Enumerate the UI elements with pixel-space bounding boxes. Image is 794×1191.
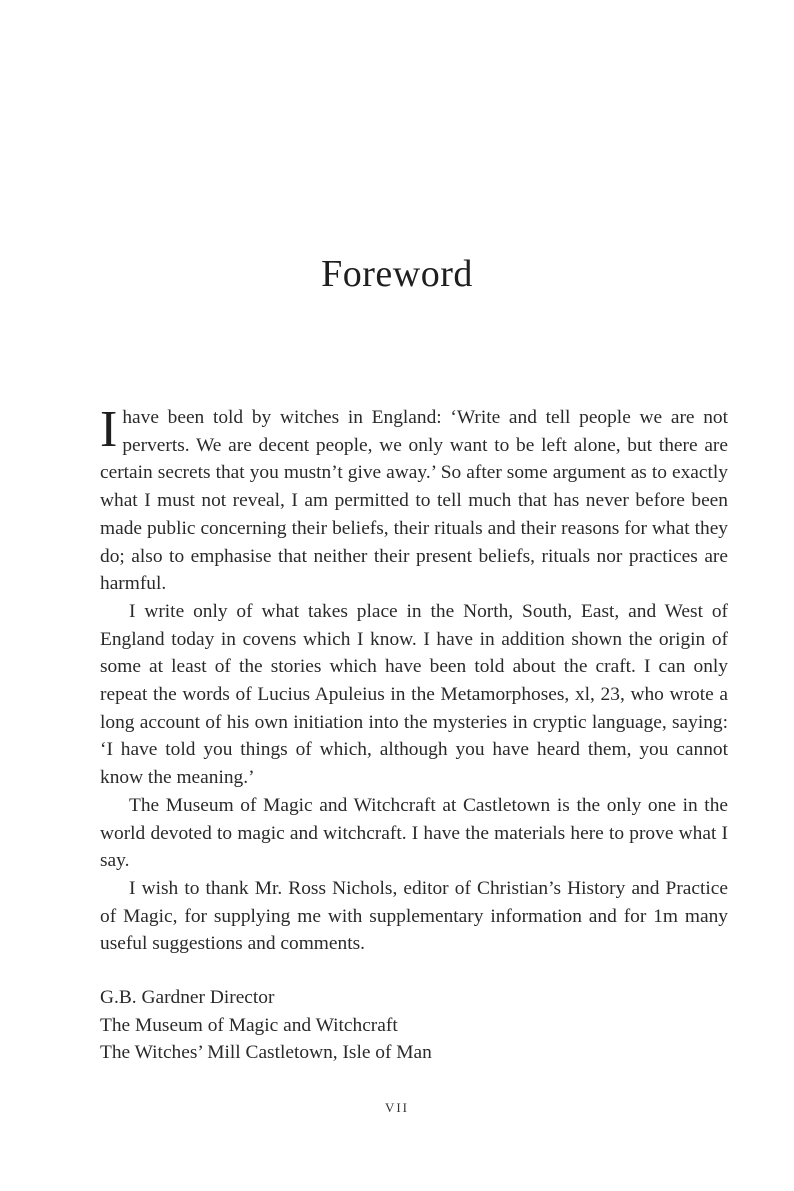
page-title: Foreword bbox=[321, 253, 473, 295]
foreword-body bbox=[100, 401, 728, 958]
signature-location: The Witches’ Mill Castletown, Isle of Man bbox=[100, 1042, 432, 1063]
paragraph-1-text: have been told by witches in England: ‘Write and tell people we are not perverts. We are decent people, we only want to be left alone, but there are certain secrets that you mustn’t give away.’ So after some argument as to exactly what I must not reveal, I am permitted to tell much that has never before been made public concerning their beliefs, their rituals and their reasons for what they do; also to emphasise that neither their present beliefs, rituals nor practices are harmful. bbox=[100, 407, 728, 595]
page-number: VII bbox=[384, 1100, 410, 1115]
paragraph-2: I write only of what takes place in the North, South, East, and West of England today in covens which I know. I have in addition shown the origin of some at least of the stories which have been told about the craft. I can only repeat the words of Lucius Apuleius in the Metamorphoses, xl, 23, who wrote a long account of his own initiation into the mysteries in cryptic language, saying: ‘I have told you things of which, although you have heard them, you cannot know the meaning.’ bbox=[100, 600, 728, 789]
signature-block bbox=[100, 984, 728, 1067]
paragraph-3: The Museum of Magic and Witchcraft at Castletown is the only one in the world devoted to magic and witchcraft. I have the materials here to prove what I say. bbox=[100, 794, 728, 872]
signature-name: G.B. Gardner Director bbox=[100, 987, 275, 1008]
paragraph-1 bbox=[100, 401, 728, 598]
drop-cap: I bbox=[100, 401, 118, 458]
signature-institution: The Museum of Magic and Witchcraft bbox=[100, 1014, 398, 1036]
paragraph-4: I wish to thank Mr. Ross Nichols, editor of Christian’s History and Practice of Magic, for supplying me with supplementary information and for 1m many useful suggestions and comments. bbox=[100, 877, 728, 955]
